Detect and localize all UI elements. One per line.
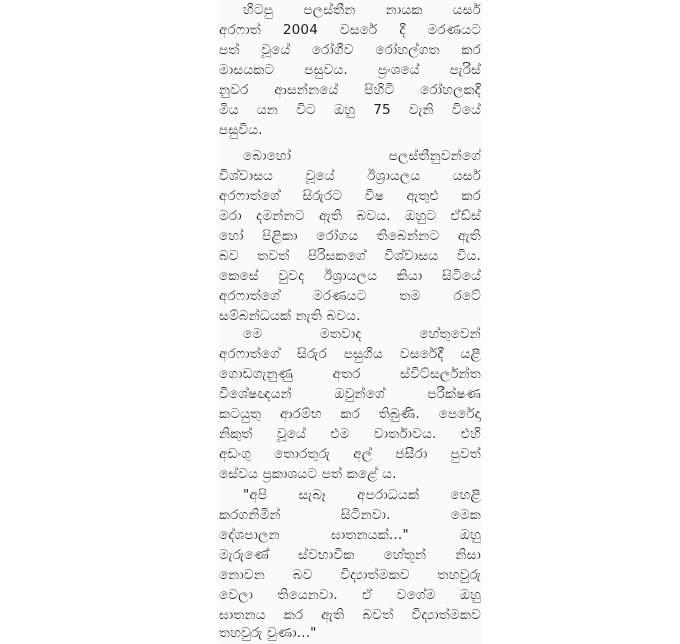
article-line: පත් වූයේ රෝගීව රෝහල්ගත කර <box>219 42 481 58</box>
article-line: හිටපු පලස්තීන නායක යසර් <box>243 2 481 18</box>
article-line: බොහෝ පලස්තීනුවන්ගේ <box>243 148 481 164</box>
article-line: අරෆාත්ගේ සිරුරට විෂ ඇතුළු කර <box>219 188 481 204</box>
article-line: ගොඩගැනුණු අතර ස්විට්සර්ලන්ත <box>219 366 481 382</box>
article-line: ඝාතනය කර ඇති බවත් විද්‍යාත්මකව <box>219 607 481 623</box>
article-line: නොවන බව විද්‍යාත්මකව තහවුරු <box>219 567 481 583</box>
article-line: නුවර ආසන්නයේ පිහිටි රෝහලකදී <box>219 82 481 98</box>
article-line: විශේෂඥයන් ඔවුන්ගේ පරීක්ෂණ <box>219 386 481 402</box>
article-line: මෙ මතවාද හේතුවෙන් <box>243 326 481 342</box>
article-line: මැරුණේ ස්වභාවික හේතූන් නිසා <box>219 547 481 563</box>
article-line: අඩංගු තොරතුරු අල් ජසීරා පුවත් <box>219 446 481 462</box>
article-line: වෙලා තියෙනවා. ඒ වගේම ඔහු <box>219 587 481 603</box>
article-line: කරගනිමින් සිටිනවා. මෙක <box>219 507 481 523</box>
article-line: මාසයකට පසුවය. ප්‍රංශයේ පැරිස් <box>219 62 481 78</box>
article-line: සේවය ප්‍රකාශයට පත් කළේ ය. <box>219 466 397 482</box>
newspaper-column <box>219 0 481 644</box>
article-line: තහවුරු වුණා..." <box>219 625 317 641</box>
article-line: දේශපාලන ඝාතනයක්..." ඔහු <box>219 527 481 543</box>
article-line: බව තවත් පිරිසකගේ විශ්වාසය විය. <box>219 248 481 264</box>
article-line: කටයුතු ආරම්භ කර තිබුණි. පෙරේදා <box>219 406 481 422</box>
article-line: "අපි සැබෑ අපරාධයක් හෙළි <box>243 487 481 503</box>
article-line: අරෆාත්ගේ සිරුර පසුගිය වසරේදී යළි <box>219 346 481 362</box>
article-line: මිය යන විට ඔහු 75 වැනි වියේ <box>219 102 481 118</box>
article-line: විශ්වාසය වූයේ ඊශ්‍රායලය යසර් <box>219 168 481 184</box>
article-line: අරෆාත් 2004 වසරේ දී මරණයට <box>219 22 481 38</box>
article-line: හෝ පිළිකා රෝගය තිබෙන්නට ඇති <box>219 228 481 244</box>
article-line: පසුවිය. <box>219 122 263 138</box>
article-line: නිකුත් වූයේ එම වාර්තාවය. එහි <box>219 426 481 442</box>
article-line: සම්බන්ධයක් නැති බවය. <box>219 308 361 324</box>
article-line: කෙසේ වුවද ඊශ්‍රායලය කියා සිටියේ <box>219 268 481 284</box>
article-line: මරා දමන්නට ඇති බවය. ඔහුට ඒඩ්ස් <box>219 208 481 224</box>
article-line: අරෆාත්ගේ මරණයට තම රටේ <box>219 288 481 304</box>
